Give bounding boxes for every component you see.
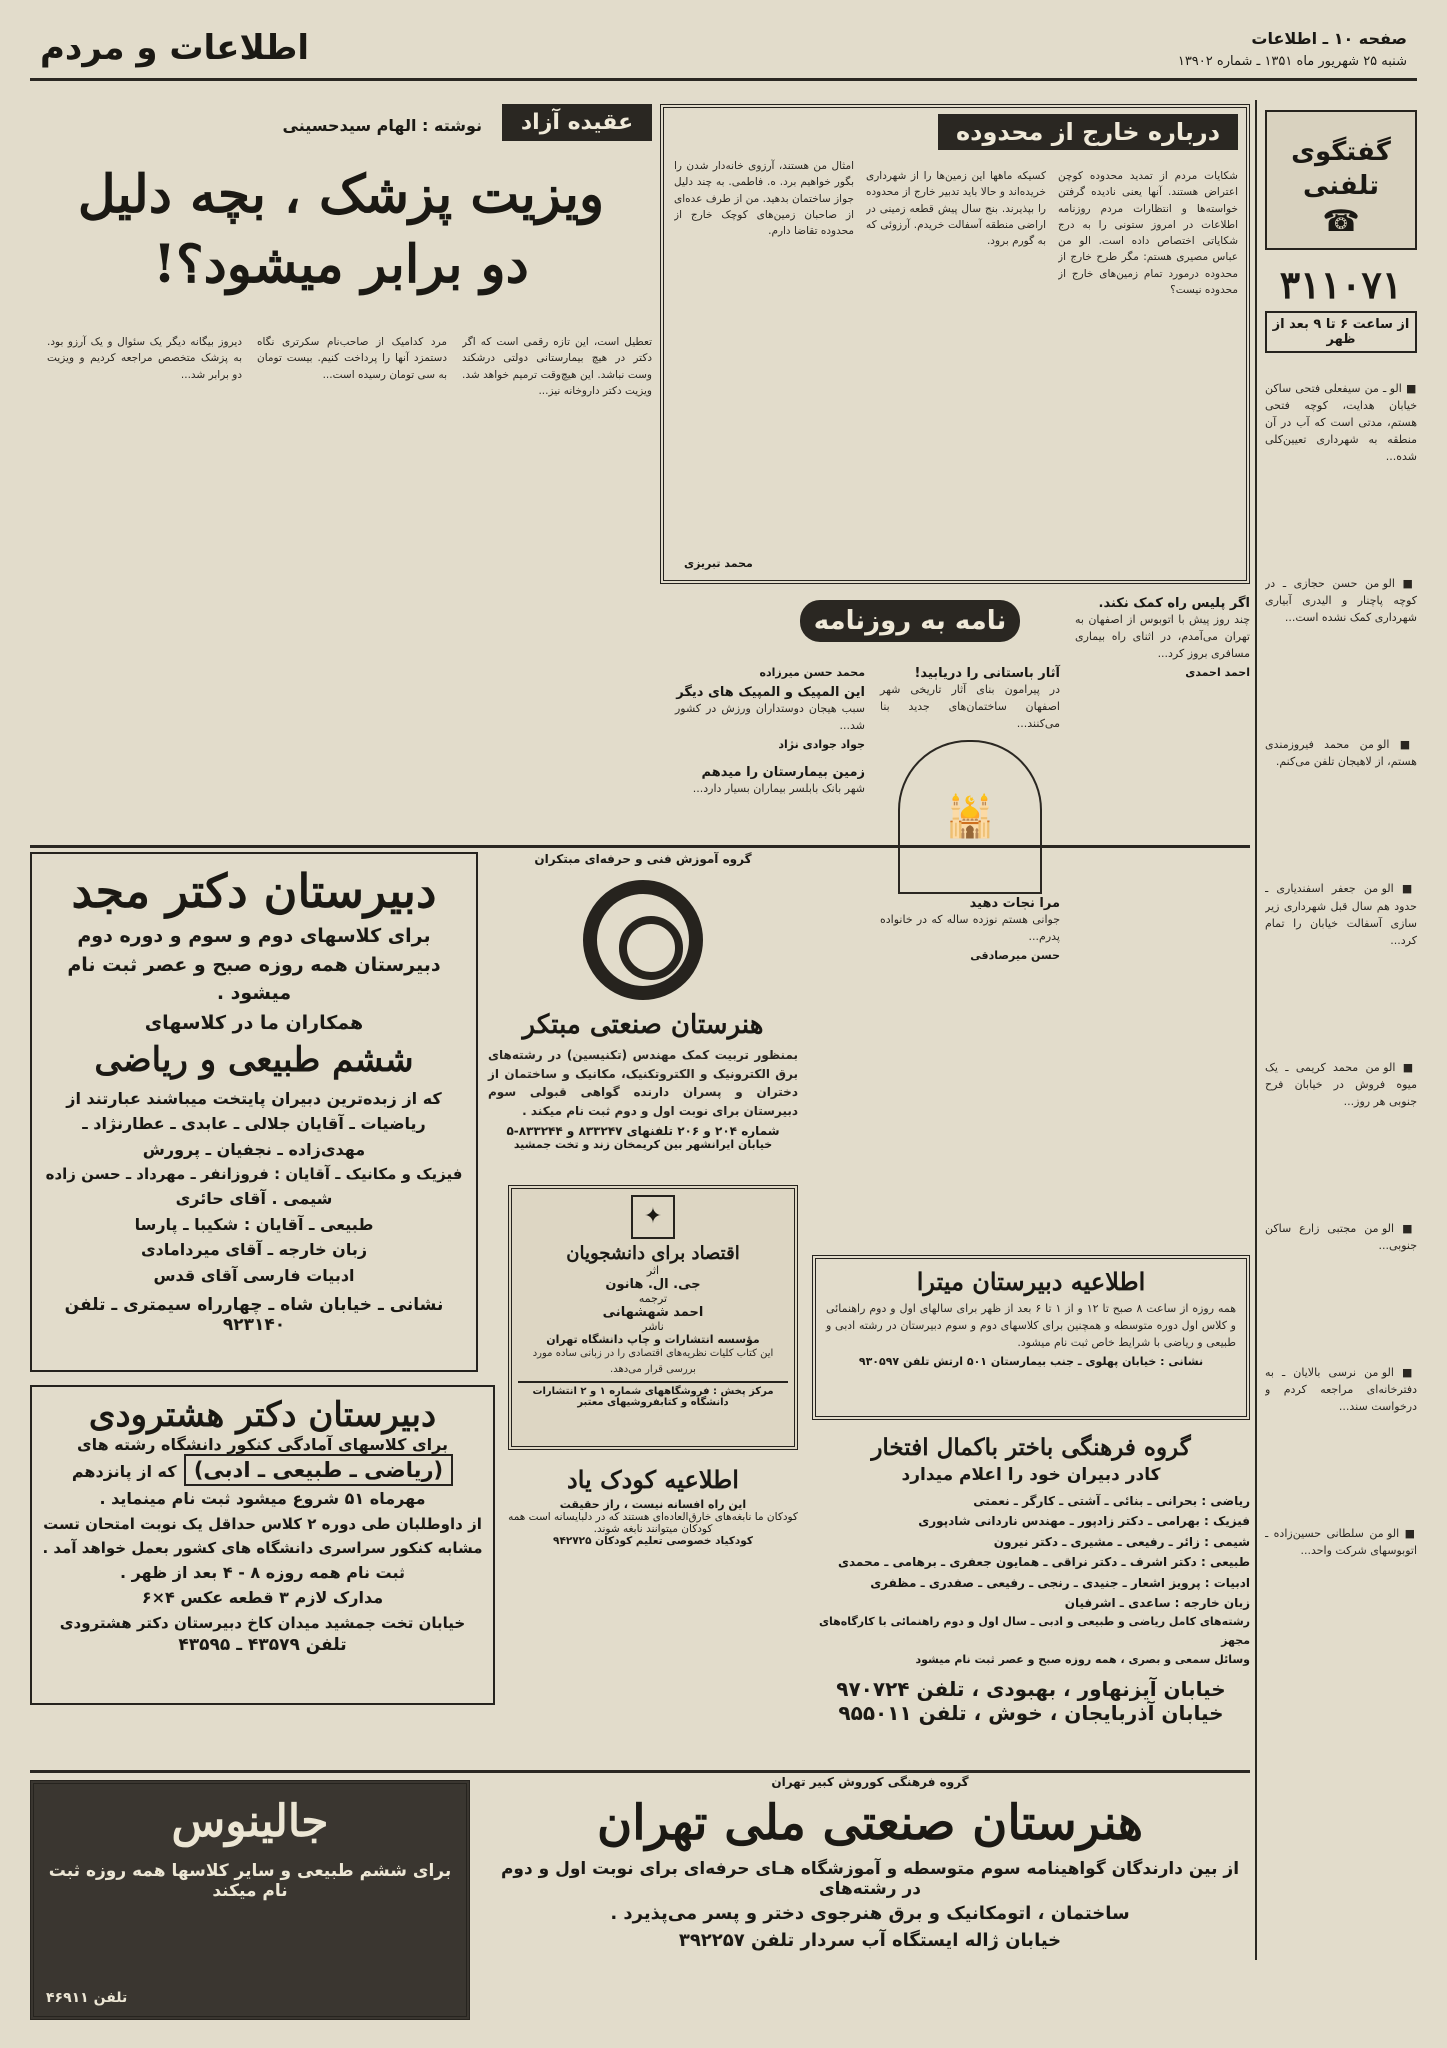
- phone-hours: از ساعت ۶ تا ۹ بعد از ظهر: [1265, 311, 1417, 353]
- jalinous-title: جالینوس: [171, 1796, 329, 1847]
- section-title: اطلاعات و مردم: [40, 28, 310, 68]
- hashtroodi-line-6: ثبت نام همه روزه ۸ - ۴ بعد از ظهر .: [119, 1562, 406, 1582]
- telephone-icon: ☎: [1322, 203, 1360, 239]
- letter-body: جوانی هستم نوزده ساله که در خانواده پدرم...: [880, 913, 1060, 944]
- opinion-headline-2: دو برابر میشود؟!: [153, 234, 529, 295]
- letter-heading: آثار باستانی را دریابید!: [914, 666, 1060, 681]
- majd-subtitle: ششم طبیعی و ریاضی: [94, 1039, 414, 1080]
- mitra-address: نشانی : خیابان پهلوی ـ جنب بیمارستان ۵۰۱ ارتش تلفن ۹۳۰۵۹۷: [858, 1355, 1204, 1369]
- mobtaker-phones: شماره ۲۰۴ و ۲۰۶ تلفنهای ۸۳۳۲۴۷ و ۸۳۳۲۴۴-۵: [506, 1124, 780, 1139]
- phone-item-text: الو من محمد فیروزمندی هستم، از لاهیجان تلفن می‌کنم.: [1265, 738, 1417, 769]
- tehran-tech-ad: [490, 1775, 1250, 2025]
- issue-info: [1178, 26, 1407, 72]
- bakhtar-line: فیزیک : بهرامی ـ دکتر زادپور ـ مهندس ناردانی شادپوری: [918, 1514, 1250, 1529]
- phone-talk-logo: [1265, 110, 1417, 250]
- letters-item-3: [675, 666, 865, 797]
- mobtaker-small-title: گروه آموزش فنی و حرفه‌ای مبتکران: [534, 852, 752, 866]
- phone-item-text: الو من سلطانی حسین‌زاده ـ اتوبوسهای شرکت واحد...: [1265, 1527, 1417, 1558]
- hashtroodi-line-3: مهرماه ۵۱ شروع میشود ثبت نام مینماید .: [99, 1489, 426, 1508]
- letter-body: در پیرامون بنای آثار تاریخی شهر اصفهان ساختمان‌های جدید بنا می‌کنند...: [880, 683, 1060, 731]
- section-rule: [30, 1770, 1250, 1773]
- kudakyad-title: اطلاعیه کودک یاد: [567, 1465, 739, 1494]
- date-line: شنبه ۲۵ شهریور ماه ۱۳۵۱ ـ شماره ۱۳۹۰۲: [1177, 53, 1407, 69]
- header-rule: [30, 78, 1417, 81]
- bakhtar-line: زبان خارجه : ساعدی ـ اشرفیان: [1064, 1595, 1250, 1610]
- phone-talk-title: گفتگوی تلفنی: [1291, 137, 1391, 201]
- mitra-ad: [812, 1255, 1250, 1420]
- hashtroodi-line-1: برای کلاسهای آمادگی کنکور دانشگاه رشته های: [76, 1435, 449, 1454]
- phone-item-text: الو ـ من سیفعلی فتحی ساکن خیابان هدایت، کوچه فتحی هستم، مدتی است که آب در آن منطقه به شهرداری تعیین‌کلی شده...: [1265, 382, 1417, 464]
- majd-line-1: برای کلاسهای دوم و سوم و دوره دوم دبیرستان همه روزه صبح و عصر ثبت نام میشود .: [67, 925, 441, 1004]
- majd-teacher-line: مهدی‌زاده ـ نجفیان ـ پرورش: [142, 1139, 366, 1159]
- letters-item-2: [880, 666, 1060, 894]
- book-publisher: مؤسسه انتشارات و چاپ دانشگاه تهران: [546, 1333, 760, 1346]
- opinion-headline-1: ویزیت پزشک ، بچه دلیل: [77, 164, 605, 225]
- letters-title: نامه به روزنامه: [800, 600, 1020, 642]
- mahdoodeh-col-2: کسیکه ماهها این زمین‌ها را از شهرداری خریده‌اند و حالا باید تدبیر خارج از محدوده را بپذیرند. بنج سال پیش قطعه زمینی در اراضی منطقه آسفالت خریدم. آرزوئی که به گورم برود.: [866, 170, 1046, 248]
- hashtroodi-fields: [32, 1458, 493, 1482]
- hashtroodi-line-2: که از پانزدهم: [71, 1462, 177, 1481]
- opinion-col-3: دیروز بیگانه دیگر یک سئوال و یک آرزو بود. به پزشک متخصص مراجعه کردیم و ویزیت دو برابر شد...: [47, 336, 242, 381]
- bakhtar-line: وسائل سمعی و بصری ، همه روزه صبح و عصر ثبت نام میشود: [915, 1652, 1250, 1666]
- kudakyad-line: کودکان ما نابغه‌های خارق‌العاده‌ای هستند که در دلبایسانه است همه کودکان میتوانند نابغه شوند.: [508, 1511, 798, 1535]
- hashtroodi-fields-text: (ریاضی ـ طبیعی ـ ادبی): [184, 1454, 453, 1486]
- phone-number: ۳۱۱۰۷۱: [1279, 262, 1403, 307]
- letter-heading: زمین بیمارستان را میدهم: [701, 765, 865, 781]
- bakhtar-subtitle: کادر دبیران خود را اعلام میدارد: [901, 1465, 1161, 1485]
- phone-item-text: الو من جعفر اسفندیاری ـ حدود هم سال قبل شهرداری زیر سازی آسفالت خیابان را تمام کرد...: [1265, 882, 1417, 947]
- majd-teacher-line: شیمی . آقای حائری: [175, 1189, 333, 1209]
- kudakyad-ad: [508, 1465, 798, 1585]
- book-author: جی. ال. هانون: [605, 1277, 701, 1292]
- phone-item: ■ الو من مجتبی زارع ساکن جنوبی...: [1265, 1221, 1417, 1252]
- tehran-tech-address: خیابان ژاله ایستگاه آب سردار تلفن ۳۹۲۲۵۷: [678, 1930, 1062, 1951]
- letter-body: شهر بانک بابلسر بیماران بسیار دارد...: [692, 782, 865, 796]
- mahdoodeh-col-1: شکایات مردم از تمدید محدوده کوچن اعتراض هستند. آنها یعنی نادیده گرفتن خواسته‌ها و انتظارات مردم روزنامه اطلاعات در امروز ستونی را به درج شکایاتی اختصاص داده است. الو من عباس مصیری هستم: مگر طرح خارج از محدوده درمورد تمام زمین‌های خارج از محدوده نیست؟: [1058, 170, 1238, 296]
- majd-ad: [30, 852, 478, 1372]
- bakhtar-address-1: خیابان آیزنهاور ، بهبودی ، تلفن ۹۷۰۷۲۴: [836, 1677, 1226, 1702]
- tehran-tech-small-title: گروه فرهنگی کوروش کبیر تهران: [771, 1775, 969, 1789]
- phone-item: ■ الو ـ من سیفعلی فتحی ساکن خیابان هدایت، کوچه فتحی هستم، مدتی است که آب در آن منطقه به شهرداری تعیین‌کلی شده...: [1265, 382, 1417, 464]
- bakhtar-line: ادبیات : پرویز اشعار ـ جنیدی ـ رنجی ـ رفیعی ـ صفدری ـ مظفری: [870, 1575, 1250, 1590]
- mitra-body: همه روزه از ساعت ۸ صبح تا ۱۲ و از ۱ تا ۶ بعد از ظهر برای سالهای اول و دوم راهنمائی و کلاس اول دوره متوسطه و همچنین برای کلاسهای دوم و سوم دبیرستان در رشته ادبی و طبیعی و ریاضی با شرایط خاص ثبت نام میشود.: [826, 1302, 1236, 1350]
- opinion-article: [30, 104, 652, 834]
- letter-signature: محمد حسن میرزاده: [759, 666, 865, 679]
- majd-teacher-line: ادبیات فارسی آقای قدس: [153, 1266, 355, 1286]
- letter-body: چند روز پیش با اتوبوس از اصفهان به تهران می‌آمدم، در اثنای راه بیماری مسافری بروز کرد...: [1075, 613, 1250, 661]
- phone-talk-list: [1265, 380, 1417, 1940]
- opinion-col-2: مرد کدامیک از صاحب‌نام سکرتری نگاه دستمزد آنها را پرداخت کنیم. بیست تومان به سی تومان رسیده است...: [257, 336, 447, 381]
- mobtaker-body: بمنظور تربیت کمک مهندس (تکنیسین) در رشته‌های برق الکترونیک و الکتروتکنیک، مکانیک و ساختمان از دختران و پسران دارنده گواهی قبولی سوم دبیرستان برای نوبت اول و دوم ثبت نام میکند .: [488, 1048, 798, 1118]
- phone-number-block: [1265, 262, 1417, 353]
- mobtaker-address: خیابان ایرانشهر بین کریمخان زند و تخت جمشید: [513, 1138, 773, 1152]
- mahdoodeh-signature: محمد تبریزی: [684, 557, 753, 570]
- kudakyad-line: این راه افسانه نیست ، راز حقیقت: [559, 1498, 747, 1511]
- majd-teacher-line: ریاضیات ـ آقایان جلالی ـ عابدی ـ عطارنژاد ـ: [82, 1114, 426, 1134]
- hashtroodi-title: دبیرستان دکتر هشترودی: [88, 1395, 437, 1435]
- bakhtar-line: رشته‌های کامل ریاضی و طبیعی و ادبی ـ سال اول و دوم راهنمائی با کارگاه‌های مجهز: [818, 1615, 1250, 1648]
- phone-item: ■ الو من جعفر اسفندیاری ـ حدود هم سال قبل شهرداری زیر سازی آسفالت خیابان را تمام کرد...: [1265, 882, 1417, 947]
- phone-item: ■ الو من سلطانی حسین‌زاده ـ اتوبوسهای شرکت واحد...: [1265, 1527, 1417, 1558]
- book-ad: [508, 1185, 798, 1450]
- bakhtar-line: طبیعی : دکتر اشرف ـ دکتر نراقی ـ همایون جعفری ـ برهامی ـ محمدی: [837, 1555, 1250, 1570]
- letter-heading: مرا نجات دهید: [969, 896, 1060, 911]
- majd-teacher-line: طبیعی ـ آقایان : شکیبا ـ پارسا: [134, 1214, 374, 1234]
- hashtroodi-ad: [30, 1385, 495, 1705]
- hashtroodi-line-7: مدارک لازم ۳ قطعه عکس ۴×۶: [141, 1588, 384, 1608]
- book-shop: مرکز پخش : فروشگاههای شماره ۱ و ۲ انتشارات دانشگاه و کتابفروشیهای معتبر: [518, 1381, 788, 1408]
- mosque-illustration: 🕌: [898, 740, 1042, 894]
- bakhtar-title: گروه فرهنگی باختر باکمال افتخار: [871, 1434, 1191, 1461]
- book-publisher-label: ناشر: [642, 1320, 664, 1333]
- mahdoodeh-col-3: امثال من هستند، آرزوی خانه‌دار شدن را بگور خواهیم برد. ه. فاطمی. به چند دلیل جواز ساختمان بدهید. من از طرف عده‌ای از صاحبان زمین‌های کوچک خارج از محدوده تقاضا دارم.: [674, 160, 854, 238]
- page-line: صفحه ۱۰ ـ اطلاعات: [1251, 29, 1407, 48]
- majd-line-2: همکاران ما در کلاسهای: [144, 1011, 364, 1034]
- mobtaker-gear-icon: [583, 880, 703, 1000]
- letter-heading: این المپیک و المپیک های دیگر: [676, 685, 865, 700]
- book-translator: احمد شهشهانی: [602, 1305, 704, 1320]
- letter-signature: حسن میرصادقی: [970, 949, 1060, 963]
- jalinous-ad: [30, 1780, 470, 2020]
- letters-item-1: [1075, 596, 1250, 679]
- letter-signature: جواد جوادی نژاد: [778, 738, 865, 752]
- book-translator-label: ترجمه: [638, 1292, 668, 1305]
- mahdoodeh-box: [660, 104, 1250, 584]
- book-title: اقتصاد برای دانشجویان: [566, 1243, 740, 1264]
- phone-item: ■ الو من محمد فیروزمندی هستم، از لاهیجان تلفن می‌کنم.: [1265, 738, 1417, 769]
- opinion-col-1: تعطیل است، این تازه رقمی است که اگر دکتر در هیچ بیمارستانی دولتی درشکند وست نباشد. این هیچ‌وقت ترمیم خواهد شد. ویزیت دکتر داروخانه نیز...: [462, 336, 652, 397]
- mobtaker-title: هنرستان صنعتی مبتکر: [522, 1010, 764, 1040]
- opinion-label: عقیده آزاد: [502, 104, 652, 141]
- majd-teacher-line: زبان خارجه ـ آقای میردامادی: [140, 1240, 368, 1260]
- mahdoodeh-title: درباره خارج از محدوده: [938, 114, 1238, 150]
- opinion-author: نوشته : الهام سیدحسینی: [282, 116, 482, 135]
- majd-teacher-line: فیزیک و مکانیک ـ آقایان : فروزانفر ـ مهرداد ـ حسن زاده: [45, 1165, 463, 1184]
- bakhtar-ad: [812, 1430, 1250, 1760]
- section-rule: [30, 845, 1250, 848]
- university-seal-icon: ✦: [631, 1195, 675, 1239]
- phone-item-text: الو من مجتبی زارع ساکن جنوبی...: [1265, 1221, 1417, 1252]
- bakhtar-address-2: خیابان آذربایجان ، خوش ، تلفن ۹۵۵۰۱۱: [838, 1701, 1224, 1726]
- phone-item-text: الو من نرسی بالایان ـ به دفترخانه‌ای مراجعه کردم و درخواست سند...: [1265, 1365, 1417, 1413]
- majd-title: دبیرستان دکتر مجد: [71, 864, 437, 918]
- majd-teacher-line: که از زبده‌ترین دبیران پایتخت میباشند عبارتند از: [66, 1088, 442, 1108]
- tehran-tech-line-2: ساختمان ، اتومکانیک و برق هنرجوی دختر و پسر می‌پذیرد .: [610, 1903, 1130, 1924]
- phone-item: ■ الو من محمد کریمی ـ یک میوه فروش در خیابان فرح جنوبی هر روز...: [1265, 1060, 1417, 1108]
- hashtroodi-line-4: از داوطلبان طی دوره ۲ کلاس حداقل یک نوبت امتحان تست: [43, 1514, 482, 1533]
- bakhtar-line: شیمی : زائر ـ رفیعی ـ مشیری ـ دکتر نیرون: [993, 1534, 1250, 1549]
- tehran-tech-line-1: از بین دارندگان گواهینامه سوم متوسطه و آموزشگاه هـای حرفه‌ای برای نوبت اول و دوم در رشته‌های: [500, 1859, 1240, 1899]
- book-by: اثر: [646, 1264, 660, 1277]
- mitra-title: اطلاعیه دبیرستان میترا: [916, 1267, 1146, 1296]
- mobtaker-ad: [488, 852, 798, 1172]
- tehran-tech-title: هنرستان صنعتی ملی تهران: [596, 1795, 1144, 1851]
- jalinous-footer: تلفن ۴۶۹۱۱: [46, 1990, 128, 2006]
- jalinous-line: برای ششم طبیعی و سایر کلاسها همه روزه ثبت نام میکند: [48, 1861, 452, 1901]
- hashtroodi-line-5: مشابه کنکور سراسری دانشگاه های کشور بعمل خواهد آمد .: [42, 1538, 483, 1557]
- letters-item-4: [880, 896, 1060, 962]
- phone-item-text: الو من حسن حجازی ـ در کوچه پاچنار و الیدری آبیاری شهرداری کمک نشده است...: [1265, 577, 1417, 625]
- letter-body: سبب هیجان دوستداران ورزش در کشور شد...: [675, 702, 865, 733]
- book-body: این کتاب کلیات نظریه‌های اقتصادی را در زبانی ساده مورد بررسی قرار می‌دهد.: [532, 1348, 774, 1375]
- kudakyad-line: کودکیاد خصوصی تعلیم کودکان ۹۴۲۷۲۵: [553, 1535, 753, 1547]
- hashtroodi-address: خیابان تخت جمشید میدان کاخ دبیرستان دکتر هشترودی: [59, 1613, 466, 1632]
- phone-item: ■ الو من حسن حجازی ـ در کوچه پاچنار و الیدری آبیاری شهرداری کمک نشده است...: [1265, 577, 1417, 625]
- phone-item-text: الو من محمد کریمی ـ یک میوه فروش در خیابان فرح جنوبی هر روز...: [1265, 1060, 1417, 1108]
- letter-heading: اگر پلیس راه کمک نکند.: [1098, 596, 1250, 611]
- column-rule: [1255, 100, 1257, 1960]
- bakhtar-line: ریاضی : بحرانی ـ بنائی ـ آشتی ـ کارگر ـ نعمتی: [973, 1494, 1250, 1508]
- majd-address: نشانی ـ خیابان شاه ـ چهارراه سیمتری ـ تلفن ۹۲۳۱۴۰: [64, 1294, 444, 1335]
- letter-signature: احمد احمدی: [1185, 666, 1250, 680]
- phone-item: ■ الو من نرسی بالایان ـ به دفترخانه‌ای مراجعه کردم و درخواست سند...: [1265, 1365, 1417, 1413]
- hashtroodi-phones: تلفن ۴۳۵۷۹ ـ ۴۳۵۹۵: [178, 1634, 347, 1655]
